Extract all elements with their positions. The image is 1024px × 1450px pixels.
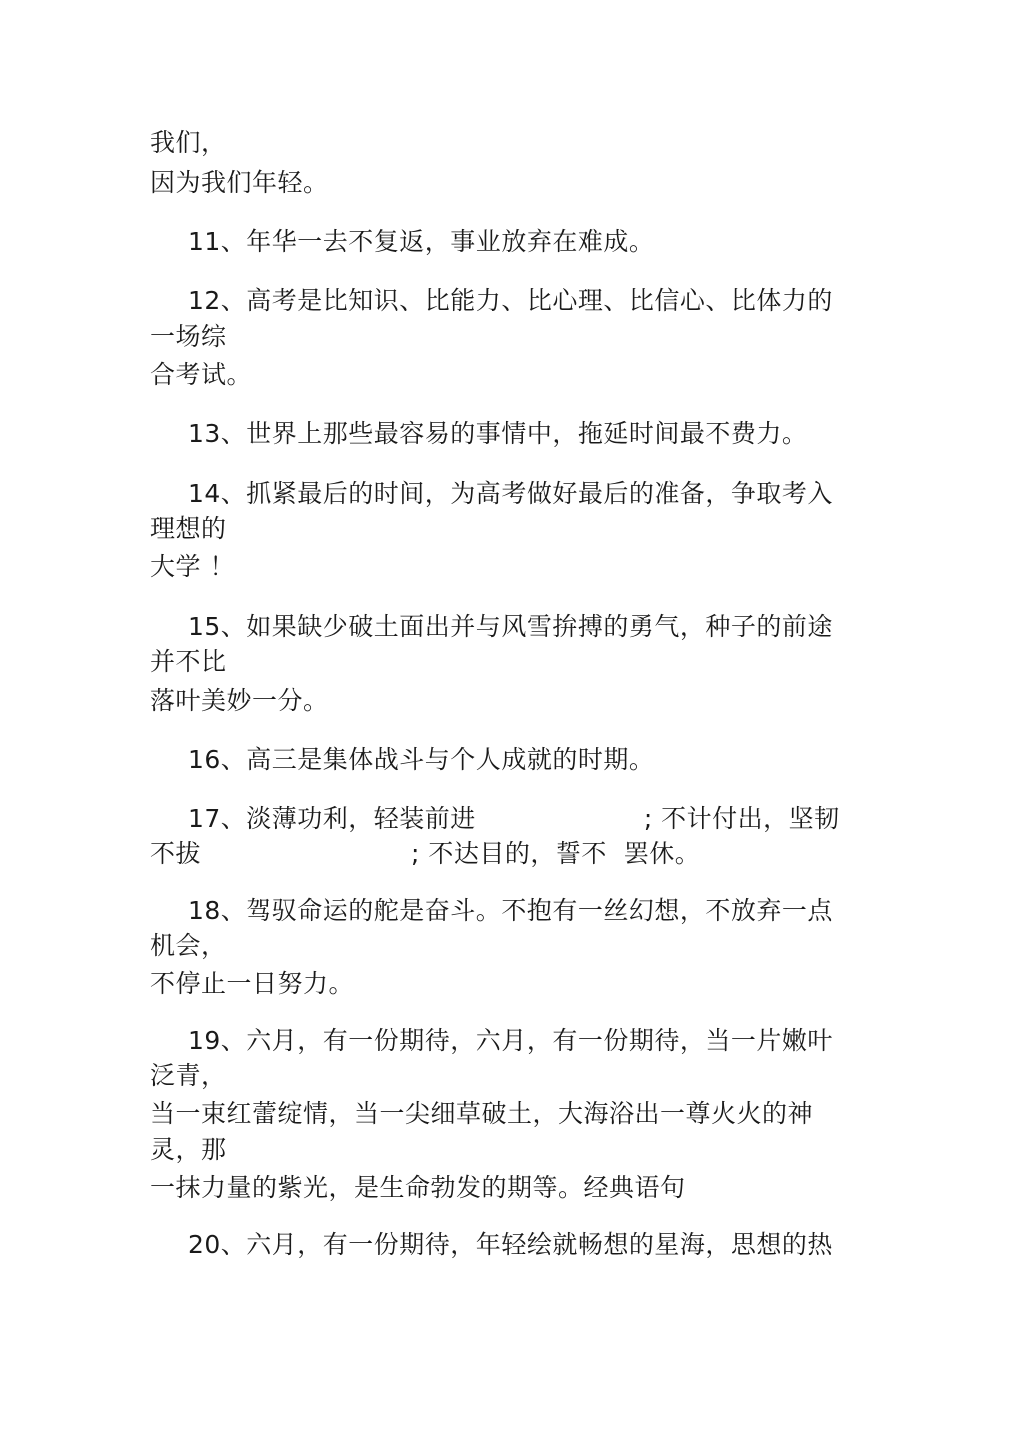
text-line: 19、六月，有一份期待，六月，有一份期待，当一片嫩叶 bbox=[188, 1026, 833, 1055]
text-line: 16、高三是集体战斗与个人成就的时期。 bbox=[188, 745, 655, 774]
text-line: 理想的 bbox=[150, 514, 227, 543]
item-17-line-2 bbox=[150, 837, 700, 871]
text-line: 11、年华一去不复返，事业放弃在难成。 bbox=[188, 227, 655, 256]
text-line: 灵，那 bbox=[150, 1135, 227, 1164]
text-line: 机会， bbox=[150, 931, 227, 960]
text-line: 合考试。 bbox=[150, 360, 253, 389]
item-17-part-b: ; 不计付出，坚韧 bbox=[643, 804, 840, 833]
text-line: 15、如果缺少破土面出并与风雪拚搏的勇气，种子的前途 bbox=[188, 612, 833, 641]
text-line: 当一束红蕾绽情，当一尖细草破土，大海浴出一尊火火的神 bbox=[150, 1099, 814, 1128]
text-line: 一抹力量的紫光，是生命勃发的期等。经典语句 bbox=[150, 1173, 686, 1202]
text-line: 大学 ！ bbox=[150, 552, 235, 581]
text-line: 落叶美妙一分。 bbox=[150, 686, 329, 715]
item-17-part-c: 不拔 bbox=[150, 839, 202, 868]
text-line: 我们， bbox=[150, 128, 227, 157]
text-line: 并不比 bbox=[150, 647, 227, 676]
item-17-part-d: ; 不达目的，誓不 罢休。 bbox=[411, 839, 701, 868]
text-line: 20、六月，有一份期待，年轻绘就畅想的星海，思想的热 bbox=[188, 1230, 833, 1259]
text-line: 18、驾驭命运的舵是奋斗。不抱有一丝幻想，不放弃一点 bbox=[188, 896, 833, 925]
item-17-part-a: 17、淡薄功利，轻装前进 bbox=[188, 804, 476, 833]
text-line: 一场综 bbox=[150, 322, 227, 351]
text-line: 不停止一日努力。 bbox=[150, 969, 355, 998]
text-line: 因为我们年轻。 bbox=[150, 168, 329, 197]
item-17-line-1 bbox=[188, 802, 840, 836]
text-line: 13、世界上那些最容易的事情中，拖延时间最不费力。 bbox=[188, 419, 808, 448]
text-line: 泛青， bbox=[150, 1061, 227, 1090]
text-line: 12、高考是比知识、比能力、比心理、比信心、比体力的 bbox=[188, 286, 833, 315]
text-line: 14、抓紧最后的时间，为高考做好最后的准备，争取考入 bbox=[188, 479, 833, 508]
